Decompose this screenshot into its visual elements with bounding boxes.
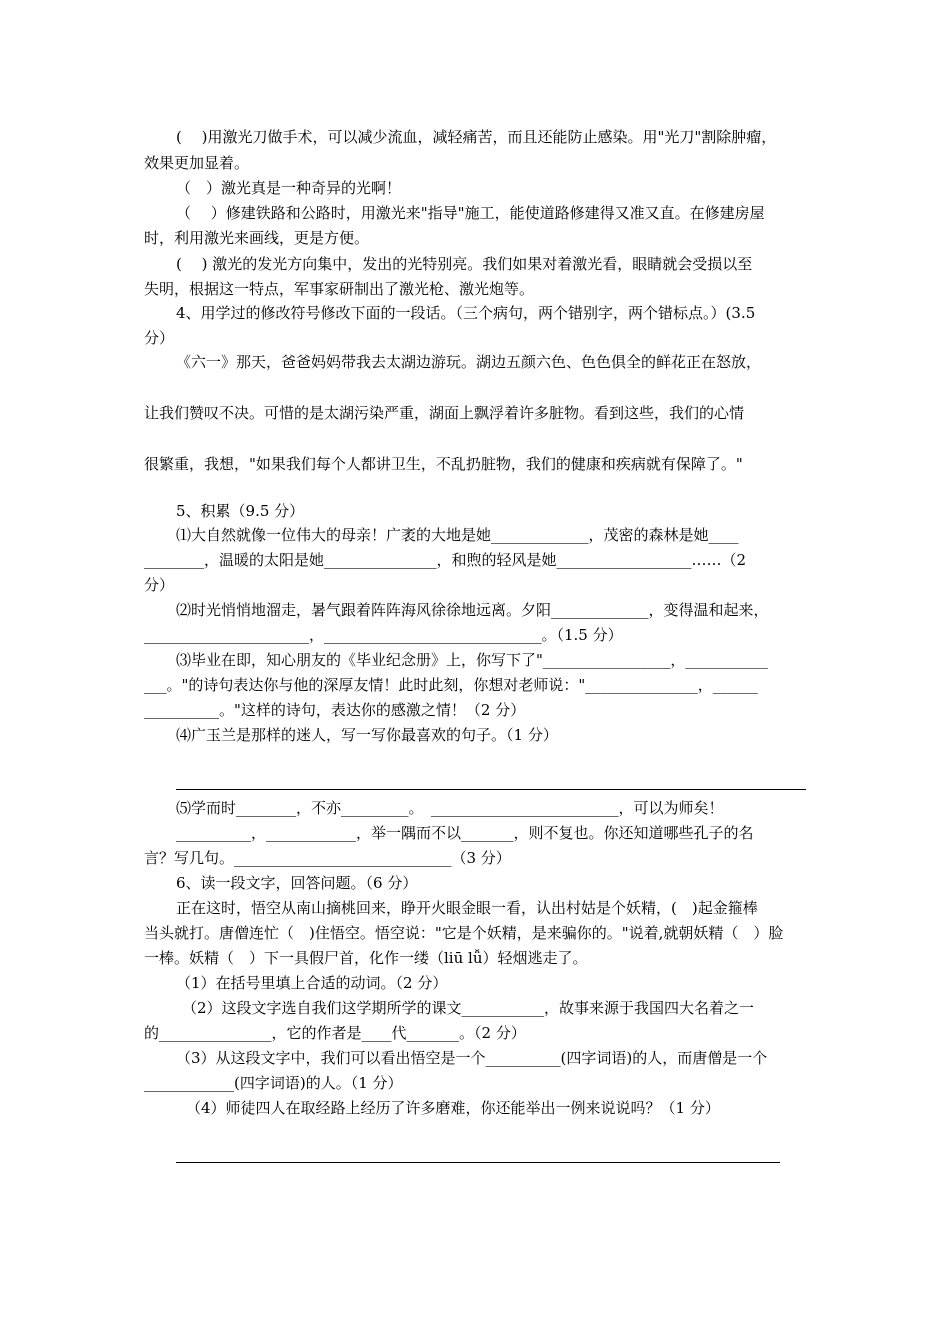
laser-option-1-line-2: 效果更加显着。 — [144, 154, 250, 172]
section-4-paragraph-line-1: 《六一》那天，爸爸妈妈带我去太湖边游玩。湖边五颜六色、色色俱全的鲜花正在怒放， — [176, 353, 762, 371]
answer-line-q4 — [176, 789, 806, 790]
section-5-q1-line-3: 分） — [144, 576, 175, 594]
laser-option-2: （ ）激光真是一种奇异的光啊！ — [176, 179, 402, 197]
section-6-q2-line-1: （2）这段文字选自我们这学期所学的课文___________，故事来源于我国四大名着之一 — [182, 999, 755, 1017]
section-5-q3-line-3: __________。"这样的诗句，表达你的感激之情！（2 分） — [144, 701, 526, 719]
section-5-q2-line-1: ⑵时光悄悄地溜走，暑气跟着阵阵海风徐徐地远离。夕阳_____________，变得温和起来， — [176, 601, 769, 619]
laser-option-3-line-2: 时，利用激光来画线，更是方便。 — [144, 229, 370, 247]
answer-line-section-6-q4 — [176, 1162, 780, 1163]
section-5-q2-line-2: ______________________，_____________________________。（1.5 分） — [144, 626, 623, 644]
section-4-paragraph-line-2: 让我们赞叹不决。可惜的是太湖污染严重，湖面上飘浮着许多脏物。看到这些，我们的心情 — [144, 404, 745, 422]
section-4-paragraph-line-3: 很繁重，我想，"如果我们每个人都讲卫生，不乱扔脏物，我们的健康和疾病就有保障了。" — [144, 455, 743, 473]
section-4-title-line-1: 4、用学过的修改符号修改下面的一段话。（三个病句，两个错别字，两个错标点。）(3.5 — [176, 304, 756, 322]
laser-option-1-line-1: ( )用激光刀做手术，可以减少流血，减轻痛苦，而且还能防止感染。用"光刀"割除肿瘤， — [176, 128, 777, 146]
section-5-q5-line-2: __________，____________，举一隅而不以_______，则不复也。你还知道哪些孔子的名 — [176, 824, 754, 842]
section-5-q4: ⑷广玉兰是那样的迷人，写一写你最喜欢的句子。（1 分） — [176, 726, 558, 744]
section-6-passage-line-3: 一棒。妖精（ ）下一具假尸首，化作一缕（liū lǚ）轻烟逃走了。 — [144, 949, 588, 967]
section-6-q2-line-2: 的_______________，它的作者是____代_______。（2 分） — [144, 1024, 526, 1042]
laser-option-4-line-2: 失明，根据这一特点，军事家研制出了激光枪、激光炮等。 — [144, 280, 535, 298]
laser-option-4-line-1: ( ) 激光的发光方向集中，发出的光特别亮。我们如果对着激光看，眼睛就会受损以至 — [176, 255, 753, 273]
section-5-q3-line-1: ⑶毕业在即，知心朋友的《毕业纪念册》上，你写下了"_________________，___________ — [176, 651, 768, 669]
section-6-passage-line-2: 当头就打。唐僧连忙（ )住悟空。悟空说："它是个妖精，是来骗你的。"说着,就朝妖精（ ）脸 — [144, 924, 784, 942]
section-6-q4: （4）师徒四人在取经路上经历了许多磨难，你还能举出一例来说说吗？（1 分） — [186, 1099, 720, 1117]
section-5-q3-line-2: ___。"的诗句表达你与他的深厚友情！此时此刻，你想对老师说："_______________，______ — [144, 676, 758, 694]
section-6-q3-line-1: （3）从这段文字中，我们可以看出悟空是一个__________(四字词语)的人，而唐僧是一个 — [176, 1049, 768, 1067]
section-6-passage-line-1: 正在这时，悟空从南山摘桃回来，睁开火眼金眼一看，认出村姑是个妖精，( )起金箍棒 — [176, 899, 758, 917]
laser-option-3-line-1: （ ）修建铁路和公路时，用激光来"指导"施工，能使道路修建得又准又直。在修建房屋 — [176, 204, 765, 222]
section-6-q3-line-2: ____________(四字词语)的人。（1 分） — [144, 1074, 403, 1092]
section-4-title-line-2: 分） — [144, 329, 175, 347]
section-6-title: 6、读一段文字，回答问题。（6 分） — [176, 874, 418, 892]
section-6-q1: （1）在括号里填上合适的动词。（2 分） — [176, 974, 448, 992]
section-5-q5-line-1: ⑸学而时________，不亦_________。 _________________________，可以为师矣！ — [176, 799, 724, 817]
section-5-q5-line-3: 言？写几句。_____________________________（3 分） — [144, 849, 511, 867]
section-5-title: 5、积累（9.5 分） — [176, 502, 305, 520]
section-5-q1-line-2: ________，温暖的太阳是她_______________，和煦的轻风是她__________________……（2 — [144, 551, 747, 569]
section-5-q1-line-1: ⑴大自然就像一位伟大的母亲！广袤的大地是她_____________，茂密的森林是她____ — [176, 526, 739, 544]
